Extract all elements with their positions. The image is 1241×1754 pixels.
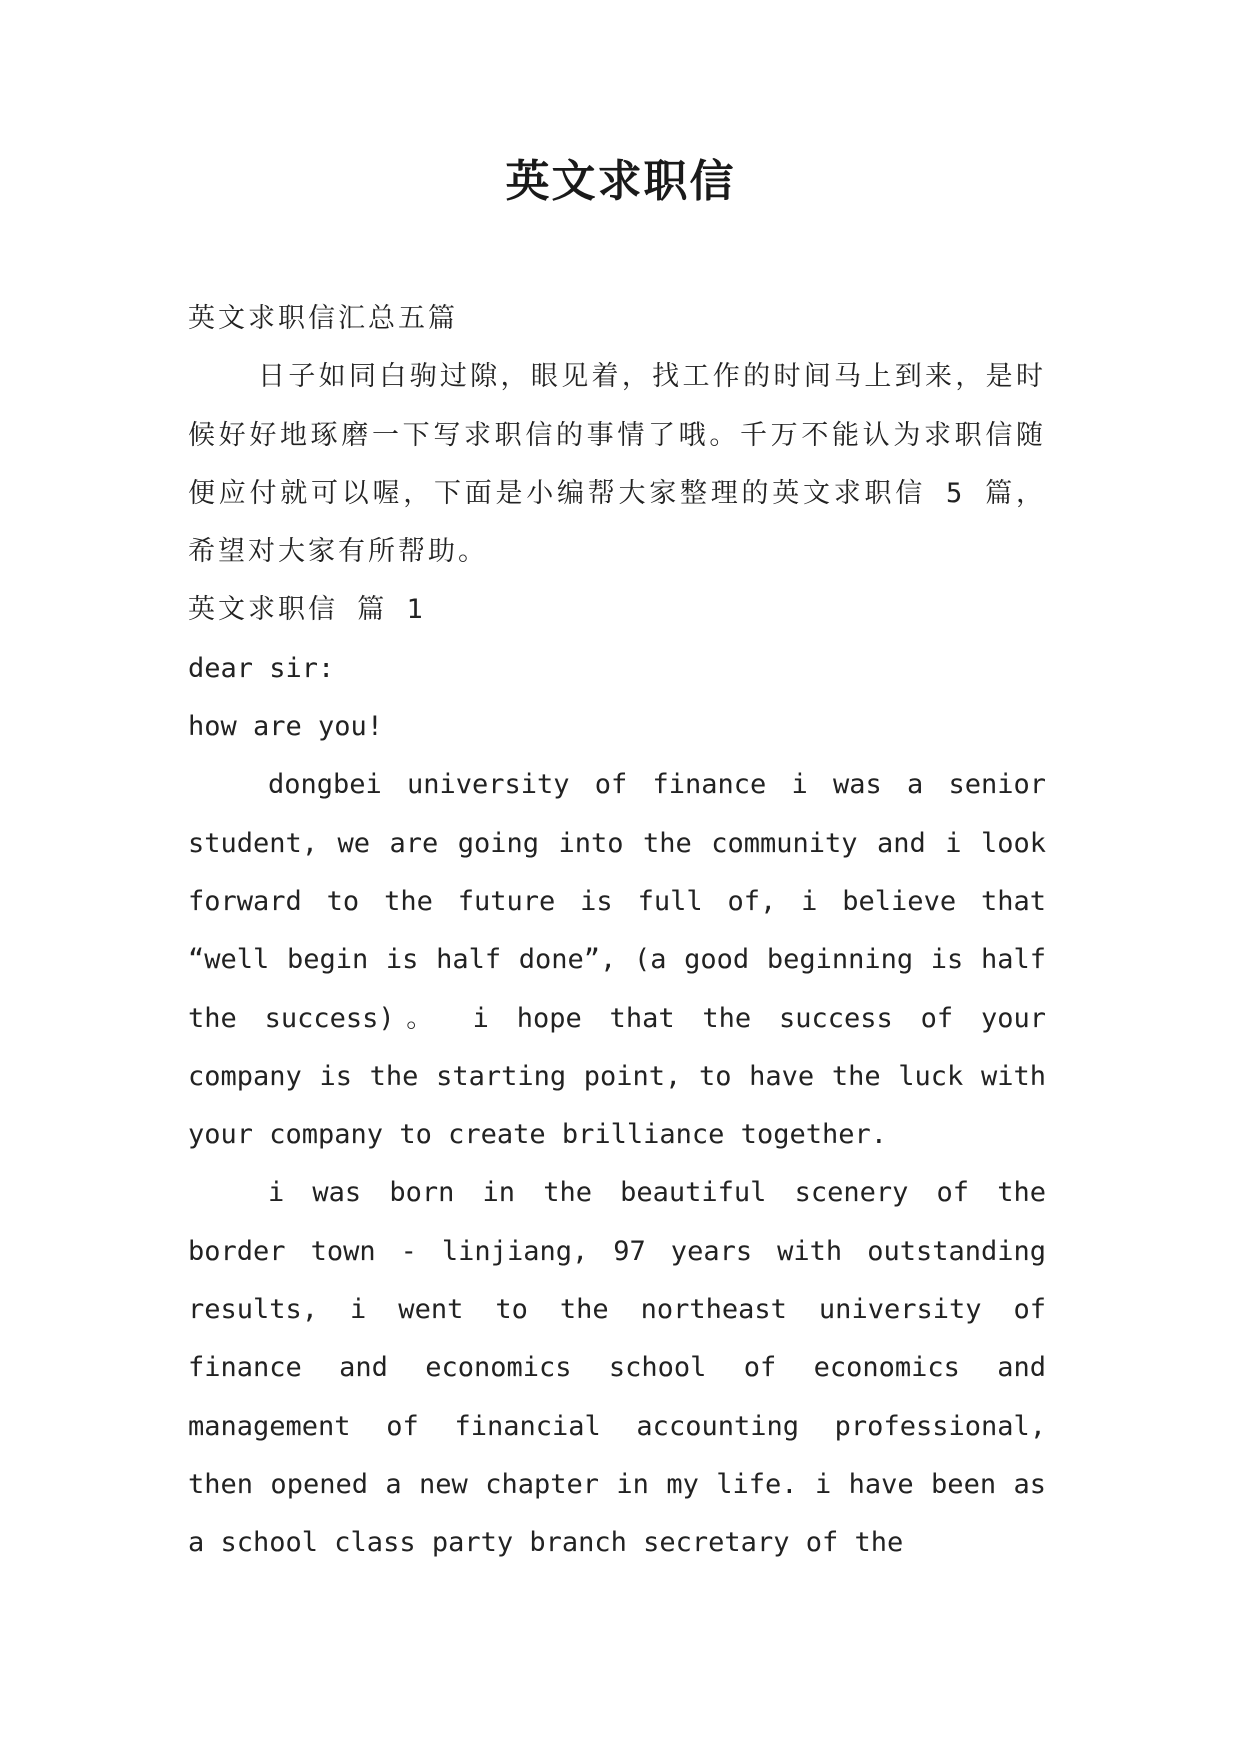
document-title: 英文求职信 <box>505 156 736 207</box>
document-body <box>188 290 1046 1573</box>
salutation: dear sir: <box>188 652 335 684</box>
document-subtitle: 英文求职信汇总五篇 <box>188 303 458 334</box>
greeting: how are you! <box>188 711 384 743</box>
section-heading: 英文求职信 篇 1 <box>188 594 426 626</box>
letter-paragraph-2: i was born in the beautiful scenery of the border town - linjiang, 97 years with outstanding results, i went to the northeast university of finance and economics school of economics and management of financial accounting professional, then opened a new chapter in my life. i have been as a school class party branch secretary of the <box>188 1177 1046 1559</box>
intro-paragraph: 日子如同白驹过隙，眼见着，找工作的时间马上到来，是时候好好地琢磨一下写求职信的事情了哦。千万不能认为求职信随便应付就可以喔，下面是小编帮大家整理的英文求职信 5 篇，希望对大家有所帮助。 <box>188 361 1046 568</box>
letter-paragraph-1: dongbei university of finance i was a senior student, we are going into the community and i look forward to the future is full of, i believe that “well begin is half done”, (a good beginning is half the success)。 i hope that the success of your company is the starting point, to have the luck with your company to create brilliance together. <box>188 769 1046 1151</box>
